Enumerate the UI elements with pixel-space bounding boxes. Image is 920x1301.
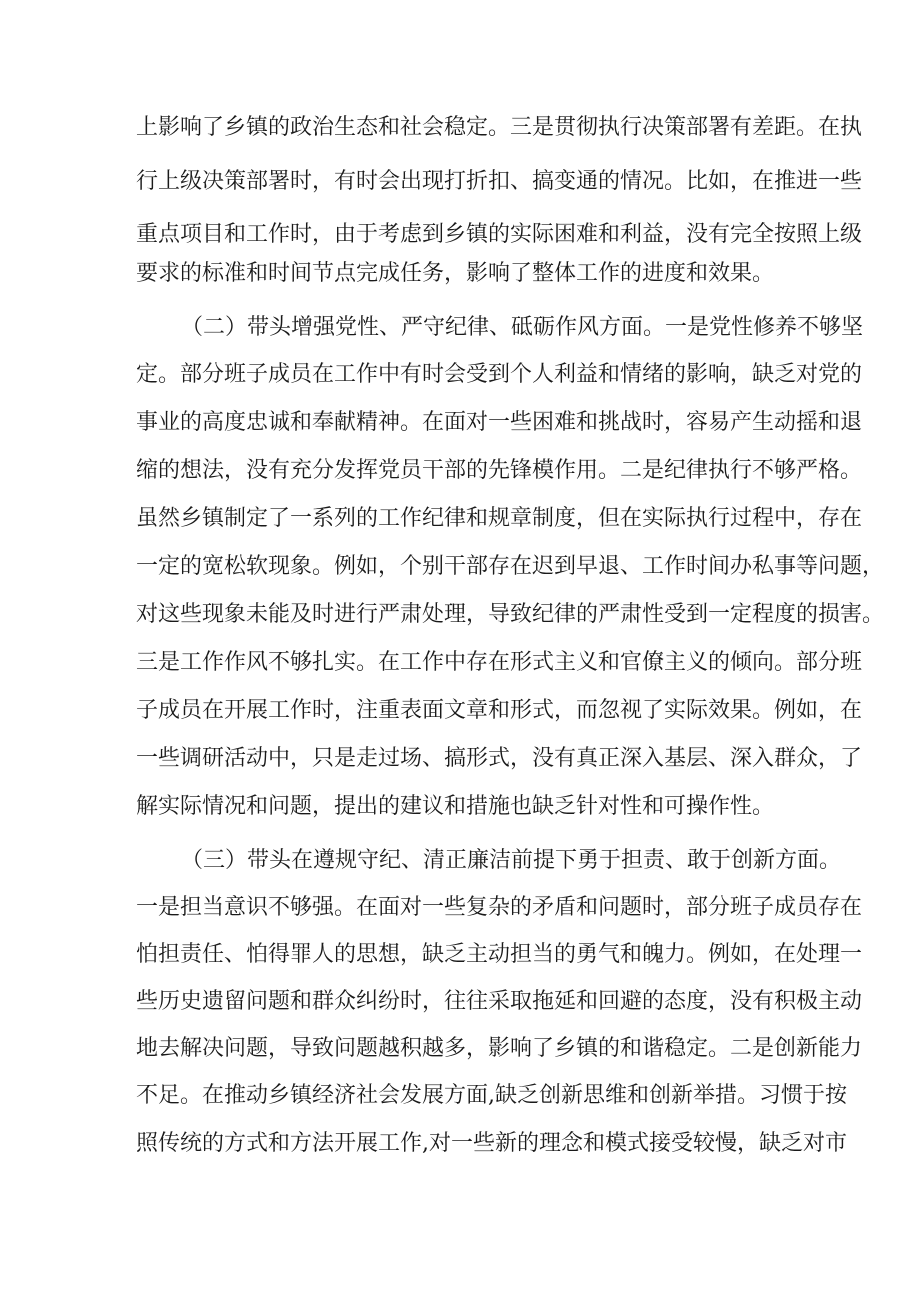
text-line: 行上级决策部署时，有时会出现打折扣、搞变通的情况。比如，在推进一些 <box>136 169 863 194</box>
section-heading-line: （三）带头在遵规守纪、清正廉洁前提下勇于担责、敢于创新方面。 <box>181 848 842 873</box>
text-line: 解实际情况和问题，提出的建议和措施也缺乏针对性和可操作性。 <box>136 794 775 819</box>
text-line: 三是工作作风不够扎实。在工作中存在形式主义和官僚主义的倾向。部分班 <box>136 650 863 675</box>
section-heading-line: （二）带头增强党性、严守纪律、砥砺作风方面。一是党性修养不够坚 <box>181 315 864 340</box>
text-line: 子成员在开展工作时，注重表面文章和形式，而忽视了实际效果。例如，在 <box>136 698 863 723</box>
text-line: 一是担当意识不够强。在面对一些复杂的矛盾和问题时，部分班子成员存在 <box>136 895 863 920</box>
text-line: 缩的想法，没有充分发挥党员干部的先锋模作用。二是纪律执行不够严格。 <box>136 458 863 483</box>
text-line: 一些调研活动中，只是走过场、搞形式，没有真正深入基层、深入群众，了 <box>136 746 863 771</box>
text-line: 定。部分班子成员在工作中有时会受到个人利益和情绪的影响，缺乏对党的 <box>136 362 863 387</box>
text-line: 一定的宽松软现象。例如，个别干部存在迟到早退、工作时间办私事等问题， <box>136 554 885 579</box>
text-line: 地去解决问题，导致问题越积越多，影响了乡镇的和谐稳定。二是创新能力 <box>136 1036 863 1061</box>
text-line: 事业的高度忠诚和奉献精神。在面对一些困难和挑战时，容易产生动摇和退 <box>136 410 863 435</box>
text-line: 照传统的方式和方法开展工作,对一些新的理念和模式接受较慢，缺乏对市 <box>136 1131 847 1156</box>
text-line: 怕担责任、怕得罪人的思想，缺乏主动担当的勇气和魄力。例如，在处理一 <box>136 942 863 967</box>
text-line: 不足。在推动乡镇经济社会发展方面,缺乏创新思维和创新举措。习惯于按 <box>136 1083 847 1108</box>
text-line: 些历史遗留问题和群众纠纷时，往往采取拖延和回避的态度，没有积极主动 <box>136 989 863 1014</box>
text-line: 对这些现象未能及时进行严肃处理，导致纪律的严肃性受到一定程度的损害。 <box>136 602 885 627</box>
text-line: 重点项目和工作时，由于考虑到乡镇的实际困难和利益，没有完全按照上级 <box>136 222 863 247</box>
text-line: 要求的标准和时间节点完成任务，影响了整体工作的进度和效果。 <box>136 261 775 286</box>
text-line: 虽然乡镇制定了一系列的工作纪律和规章制度，但在实际执行过程中，存在 <box>136 506 863 531</box>
text-line: 上影响了乡镇的政治生态和社会稳定。三是贯彻执行决策部署有差距。在执 <box>136 115 863 140</box>
